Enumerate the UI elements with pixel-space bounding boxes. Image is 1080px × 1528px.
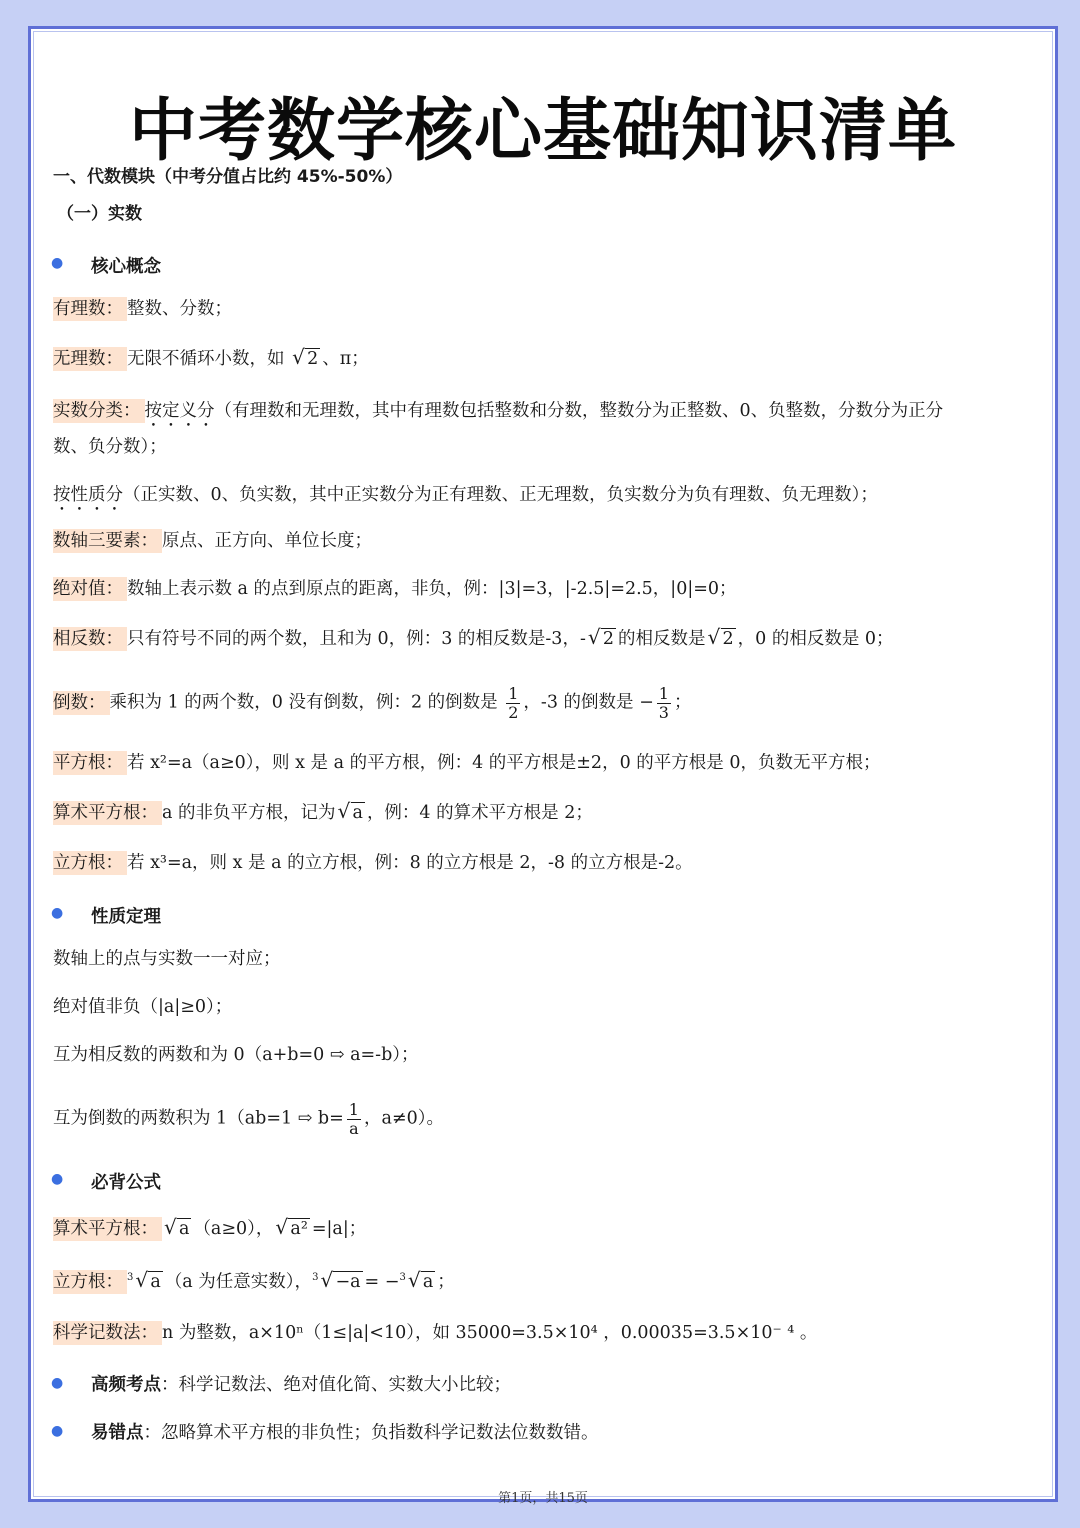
square-root-text: 若 x²=a（a≥0），则 x 是 a 的平方根，例：4 的平方根是±2，0 的平方根是 0，负数无平方根；	[127, 753, 881, 773]
square-root-row	[53, 755, 880, 773]
property-4-text-a: 互为倒数的两数积为 1（ab=1 ⇨ b=	[53, 1108, 344, 1129]
fraction-one-half: $\frac{1}{2}$	[508, 684, 519, 722]
classification-by-definition: 按定义分	[144, 401, 215, 421]
opposite-text-a: 只有符号不同的两个数，且和为 0，例：3 的相反数是-3，-	[127, 629, 586, 649]
bullet-icon: ●	[51, 1171, 64, 1187]
core-concepts-heading: 核心概念	[91, 257, 161, 277]
cube-root-expression: √ −a	[320, 1267, 361, 1292]
cube-root-row	[53, 855, 693, 873]
page-footer: 第1页，共15页	[498, 1491, 588, 1506]
arithmetic-root-row	[53, 799, 593, 823]
irrational-text: 无限不循环小数，如	[127, 349, 285, 369]
property-4	[53, 1101, 444, 1137]
opposite-label: 相反数：	[53, 627, 127, 651]
classification-by-property-text: （正实数、0、负实数，其中正实数分为正有理数、正无理数，负实数分为负有理数、负无理数）；	[123, 485, 878, 505]
classification-by-property: 按性质分	[53, 485, 123, 505]
page-title: 中考数学核心基础知识清单	[128, 92, 957, 171]
arithmetic-root-label: 算术平方根：	[53, 801, 162, 825]
classification-row-cont: 数、负分数）；	[53, 437, 167, 457]
absolute-value-text: 数轴上表示数 a 的点到原点的距离，非负，例：|3|=3，|-2.5|=2.5，|0|=0；	[127, 579, 737, 599]
sqrt-expression: √ 2	[292, 345, 319, 369]
irrational-tail: 、π；	[322, 349, 369, 369]
rational-text: 整数、分数；	[127, 299, 232, 319]
bullet-icon: ●	[51, 1375, 64, 1391]
formula-cube-root: 立方根： $^3$ √ a （a 为任意实数），$^3$ √ −a = −$^3$ √ a ；	[53, 1267, 455, 1292]
reciprocal-text-c: ；	[673, 692, 692, 713]
property-4-text-b: ，a≠0）。	[363, 1108, 444, 1129]
reciprocal-row	[53, 685, 691, 721]
fraction-one-over-a: $\frac{1}{a}$	[348, 1100, 359, 1138]
number-line-text: 原点、正方向、单位长度；	[162, 531, 372, 551]
rational-number-row	[53, 301, 232, 319]
absolute-value-row	[53, 581, 737, 599]
reciprocal-text-a: 乘积为 1 的两个数，0 没有倒数，例：2 的倒数是	[109, 692, 498, 713]
properties-heading: 性质定理	[91, 907, 161, 927]
opposite-number-row	[53, 625, 894, 649]
fraction-one-third: $\frac{1}{3}$	[658, 684, 669, 722]
absolute-value-label: 绝对值：	[53, 577, 127, 601]
cube-root-expression: √ a	[135, 1267, 161, 1292]
number-line-row	[53, 533, 372, 551]
formula-scientific-text: n 为整数，a×10ⁿ（1≤|a|<10），如 35000=3.5×10⁴ ，0.00035=3.5×10⁻ ⁴ 。	[162, 1323, 818, 1343]
section-heading-algebra: 一、代数模块（中考分值占比约 45%-50%）	[53, 167, 403, 187]
formula-cube-root-text-c: ；	[437, 1271, 455, 1292]
cube-root-text: 若 x³=a，则 x 是 a 的立方根，例：8 的立方根是 2，-8 的立方根是-2。	[127, 853, 693, 873]
reciprocal-text-b: ，-3 的倒数是 −	[523, 692, 654, 713]
sqrt-expression: √ a	[337, 799, 363, 823]
classification-label: 实数分类：	[53, 399, 145, 423]
opposite-text-c: ，0 的相反数是 0；	[737, 629, 894, 649]
formula-cube-root-text-a: （a 为任意实数），	[164, 1271, 313, 1292]
property-1: 数轴上的点与实数一一对应；	[53, 949, 281, 969]
hot-points-text: ：科学记数法、绝对值化简、实数大小比较；	[161, 1375, 511, 1395]
irrational-label: 无理数：	[53, 347, 127, 371]
sqrt-expression: √ 2	[587, 625, 614, 649]
classification-row	[53, 401, 943, 431]
sqrt-expression: √ a	[164, 1215, 190, 1239]
formula-cube-root-label: 立方根：	[53, 1270, 127, 1294]
error-points-row	[91, 1419, 599, 1444]
arithmetic-root-text-a: a 的非负平方根，记为	[162, 803, 336, 823]
classification-text: （有理数和无理数，其中有理数包括整数和分数，整数分为正整数、0、负整数，分数分为正分	[214, 401, 944, 421]
property-2: 绝对值非负（|a|≥0）；	[53, 997, 233, 1017]
formulas-heading: 必背公式	[91, 1173, 161, 1193]
sqrt-expression: √ a²	[275, 1215, 308, 1239]
reciprocal-label: 倒数：	[53, 691, 110, 715]
document-page	[28, 26, 1058, 1506]
property-3: 互为相反数的两数和为 0（a+b=0 ⇨ a=-b）；	[53, 1045, 419, 1065]
arithmetic-root-text-b: ，例：4 的算术平方根是 2；	[366, 803, 593, 823]
bullet-icon: ●	[51, 1423, 64, 1439]
formula-cube-root-text-b: = −	[364, 1271, 400, 1292]
formula-scientific-label: 科学记数法：	[53, 1321, 162, 1345]
classification-by-property-row	[53, 485, 878, 515]
cube-root-expression: √ a	[407, 1267, 434, 1292]
number-line-label: 数轴三要素：	[53, 529, 162, 553]
formula-arithmetic-root-label: 算术平方根：	[53, 1217, 162, 1241]
formula-arithmetic-root-text-b: =|a|；	[311, 1219, 367, 1239]
subsection-heading-real-numbers: （一）实数	[57, 204, 142, 224]
opposite-text-b: 的相反数是	[618, 629, 706, 649]
square-root-label: 平方根：	[53, 751, 127, 775]
sqrt-expression: √ 2	[707, 625, 734, 649]
error-points-label: 易错点	[91, 1423, 144, 1443]
hot-points-label: 高频考点	[91, 1375, 161, 1395]
irrational-number-row	[53, 345, 369, 369]
formula-arithmetic-root	[53, 1215, 367, 1239]
rational-label: 有理数：	[53, 297, 127, 321]
error-points-text: ：忽略算术平方根的非负性；负指数科学记数法位数数错。	[143, 1423, 599, 1443]
bullet-icon: ●	[51, 255, 64, 271]
formula-scientific-notation	[53, 1325, 817, 1343]
formula-arithmetic-root-text-a: （a≥0），	[193, 1219, 274, 1239]
bullet-icon: ●	[51, 905, 64, 921]
cube-root-label: 立方根：	[53, 851, 127, 875]
hot-points-row	[91, 1371, 511, 1396]
